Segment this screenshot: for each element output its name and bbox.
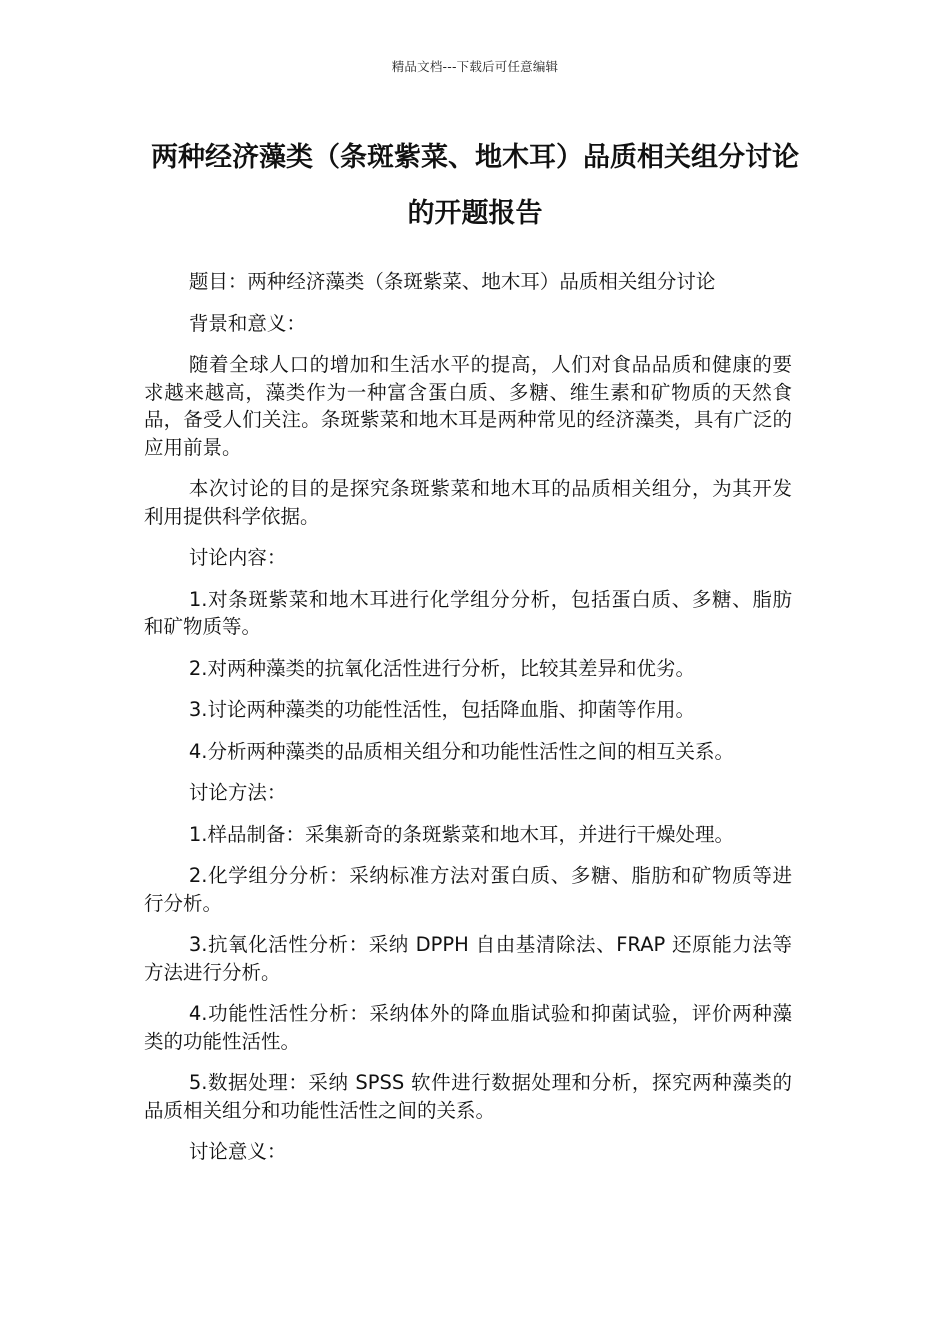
list-item: 1.样品制备：采集新奇的条斑紫菜和地木耳，并进行干燥处理。 [188,822,734,846]
list-item: 4.功能性活性分析：采纳体外的降血脂试验和抑菌试验，评价两种藻类的功能性活性。 [144,1002,792,1053]
list-item: 4.分析两种藻类的品质相关组分和功能性活性之间的相互关系。 [188,739,734,763]
section-heading-significance: 讨论意义： [188,1140,287,1163]
document-body [144,268,792,1180]
body-paragraph: 随着全球人口的增加和生活水平的提高，人们对食品品质和健康的要求越来越高，藻类作为一种富含蛋白质、多糖、维生素和矿物质的天然食品，备受人们关注。条斑紫菜和地木耳是两种常见的经济藻类，具有广泛的应用前景。 [144,353,792,459]
section-heading-content: 讨论内容： [188,546,287,569]
topic-line: 题目：两种经济藻类（条斑紫菜、地木耳）品质相关组分讨论 [188,270,716,293]
list-item: 1.对条斑紫菜和地木耳进行化学组分分析，包括蛋白质、多糖、脂肪和矿物质等。 [144,587,792,638]
body-paragraph: 本次讨论的目的是探究条斑紫菜和地木耳的品质相关组分，为其开发利用提供科学依据。 [144,477,792,528]
list-item: 2.化学组分分析：采纳标准方法对蛋白质、多糖、脂肪和矿物质等进行分析。 [144,864,792,915]
list-item: 5.数据处理：采纳 SPSS 软件进行数据处理和分析，探究两种藻类的品质相关组分和功能性活性之间的关系。 [144,1071,792,1122]
list-item: 3.抗氧化活性分析：采纳 DPPH 自由基清除法、FRAP 还原能力法等方法进行分析。 [144,933,792,984]
header-note: 精品文档---下载后可任意编辑 [391,59,559,74]
list-item: 2.对两种藻类的抗氧化活性进行分析，比较其差异和优劣。 [188,656,695,680]
section-heading-methods: 讨论方法： [188,781,287,804]
document-title: 两种经济藻类（条斑紫菜、地木耳）品质相关组分讨论的开题报告 [151,142,799,229]
section-heading-background: 背景和意义： [188,311,306,335]
list-item: 3.讨论两种藻类的功能性活性，包括降血脂、抑菌等作用。 [188,698,695,721]
